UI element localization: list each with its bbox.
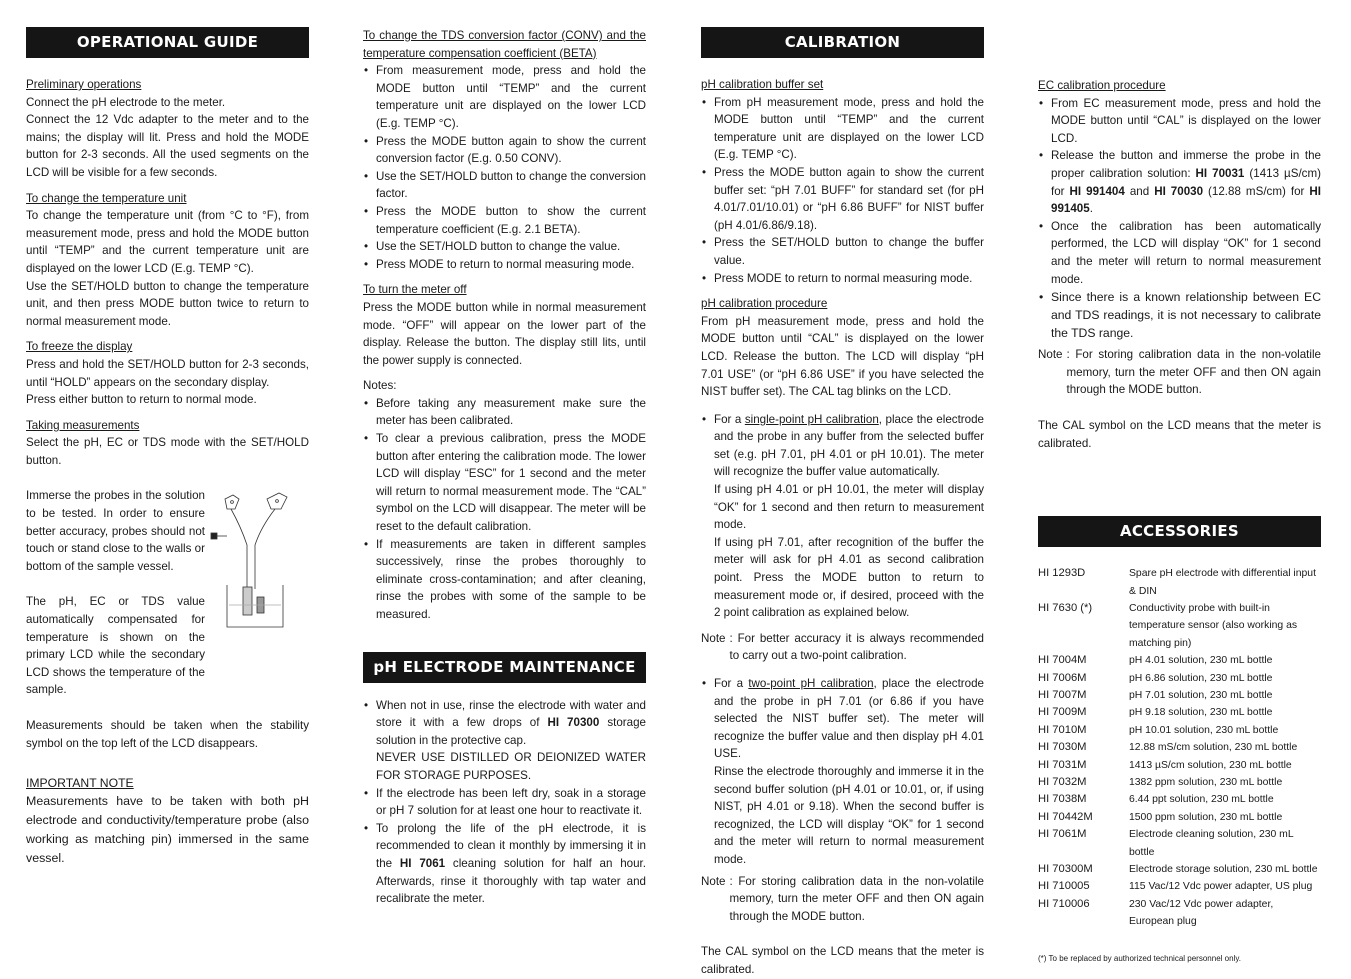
two-point-label: two-point pH calibration bbox=[748, 677, 874, 690]
accessory-description: pH 4.01 solution, 230 mL bottle bbox=[1129, 655, 1273, 667]
list-item: • Press the MODE button again to show the current conversion factor (E.g. 0.50 CONV). bbox=[363, 133, 646, 168]
text: If using pH 4.01 or pH 10.01, the meter will display “OK” for 1 second and then return to measurement mode. bbox=[714, 483, 984, 532]
accessory-description: 6.44 ppt solution, 230 mL bottle bbox=[1129, 794, 1274, 806]
table-row bbox=[1038, 757, 1321, 774]
list-item: • If the electrode has been left dry, soak in a storage or pH 7 solution for at least one hour to reactivate it. bbox=[363, 785, 646, 820]
column-operational-guide bbox=[26, 27, 309, 868]
paragraph: Connect the 12 Vdc adapter to the meter and to the mains; the display will lit. Press and hold the MODE button for 2-3 seconds. All the used segments on the LCD will be visible for a few seconds. bbox=[26, 113, 309, 179]
product-code: HI 70300 bbox=[547, 716, 600, 730]
accessory-description: pH 6.86 solution, 230 mL bottle bbox=[1129, 672, 1273, 684]
list-item: • Press MODE to return to normal measuring mode. bbox=[363, 256, 646, 274]
accessory-description: Conductivity probe with built-in temperature sensor (also working as matching pin) bbox=[1129, 602, 1298, 649]
list-item: • Before taking any measurement make sure the meter has been calibrated. bbox=[363, 395, 646, 430]
accessory-code: HI 70300M bbox=[1038, 863, 1093, 875]
product-code: HI 70031 bbox=[1195, 166, 1245, 180]
subheading-important-note: IMPORTANT NOTE bbox=[26, 776, 134, 791]
list-item: • From EC measurement mode, press and hold the MODE button until “CAL” is displayed on the lower LCD. bbox=[1038, 95, 1321, 148]
note-label: Note bbox=[701, 631, 726, 645]
list-item: • Press the MODE button to show the current temperature coefficient (E.g. 2.1 BETA). bbox=[363, 203, 646, 238]
table-row bbox=[1038, 809, 1321, 826]
accessory-code: HI 7031M bbox=[1038, 758, 1087, 771]
table-row bbox=[1038, 826, 1321, 861]
product-code: HI 991404 bbox=[1069, 184, 1125, 198]
note-text: : For storing calibration data in the non-volatile memory, turn the meter OFF and then ON again through the MODE button. bbox=[1066, 348, 1321, 397]
footnote-text: To be replaced by authorized technical personnel only. bbox=[1046, 953, 1241, 963]
table-row bbox=[1038, 878, 1321, 895]
maintenance-list bbox=[363, 697, 646, 908]
accessory-description: pH 10.01 solution, 230 mL bottle bbox=[1129, 724, 1279, 736]
table-row bbox=[1038, 600, 1321, 652]
text: storage solution in the protective cap. bbox=[376, 716, 646, 747]
column-tds-settings bbox=[363, 27, 646, 908]
text: (1413 µS/cm) for bbox=[1051, 166, 1321, 198]
list-item: • Use the SET/HOLD button to change the value. bbox=[363, 238, 646, 256]
product-code: HI 991405 bbox=[1051, 184, 1321, 216]
subheading-taking-measurements: Taking measurements bbox=[26, 418, 140, 432]
warning-text: NEVER USE DISTILLED OR DEIONIZED WATER FOR STORAGE PURPOSES. bbox=[376, 751, 646, 782]
paragraph: Press the MODE button while in normal measurement mode. “OFF” will appear on the lower part of the display. Release the button. The display still lits, until the power supply is connected. bbox=[363, 300, 646, 367]
table-row bbox=[1038, 791, 1321, 808]
note-text: : For better accuracy it is always recommended to carry out a two-point calibration. bbox=[729, 631, 984, 663]
text: Release the button and immerse the probe in the proper calibration solution: bbox=[1051, 149, 1321, 180]
list-item: • Since there is a known relationship between EC and TDS readings, it is not necessary to calibrate the TDS range. bbox=[1038, 288, 1321, 342]
subheading-turn-off: To turn the meter off bbox=[363, 283, 467, 297]
note-label: Note bbox=[1038, 348, 1063, 362]
probe-in-beaker-illustration bbox=[205, 487, 309, 699]
list-item: • Press MODE to return to normal measuring mode. bbox=[701, 270, 984, 288]
table-row bbox=[1038, 652, 1321, 669]
accessory-description: 1413 µS/cm solution, 230 mL bottle bbox=[1129, 759, 1292, 771]
subheading-buffer-set: pH calibration buffer set bbox=[701, 78, 824, 91]
list-item: • Once the calibration has been automatically performed, the LCD will display “OK” for 1 second and the meter will return to normal measurement mode. bbox=[1038, 218, 1321, 288]
table-row bbox=[1038, 896, 1321, 931]
subheading-temperature-unit: To change the temperature unit bbox=[26, 191, 187, 205]
paragraph: The CAL symbol on the LCD means that the meter is calibrated. bbox=[1038, 418, 1321, 450]
paragraph: Connect the pH electrode to the meter. bbox=[26, 95, 226, 109]
section-header-operational-guide: OPERATIONAL GUIDE bbox=[26, 27, 309, 58]
accessory-code: HI 1293D bbox=[1038, 567, 1086, 580]
note-storing bbox=[1038, 346, 1321, 399]
paragraph: The CAL symbol on the LCD means that the meter is calibrated. bbox=[701, 945, 984, 976]
text: and bbox=[1124, 184, 1155, 198]
subheading-tds-conversion: To change the TDS conversion factor (CONV) and the temperature compensation coefficient (BETA) bbox=[363, 29, 646, 60]
paragraph: Select the pH, EC or TDS mode with the SET/HOLD button. bbox=[26, 436, 309, 467]
accessory-description: Spare pH electrode with differential input & DIN bbox=[1129, 568, 1316, 597]
accessory-description: Electrode storage solution, 230 mL bottle bbox=[1129, 864, 1318, 875]
buffer-list bbox=[701, 94, 984, 288]
paragraph: From pH measurement mode, press and hold the MODE button until “CAL” is displayed on the lower LCD. Release the button. The LCD will display “pH 7.01 USE” (or “pH 6.86 USE” if you have selected the NIST buffer set). The CAL tag blinks on the LCD. bbox=[701, 314, 984, 399]
list-item bbox=[701, 675, 984, 869]
section-header-calibration: CALIBRATION bbox=[701, 27, 984, 58]
accessory-code: HI 710005 bbox=[1038, 880, 1090, 893]
table-row bbox=[1038, 774, 1321, 791]
paragraph: Use the SET/HOLD button to change the temperature unit, and then press MODE button twice to return to normal measurement mode. bbox=[26, 279, 309, 328]
list-item: • Use the SET/HOLD button to change the conversion factor. bbox=[363, 168, 646, 203]
text: cleaning solution for half an hour. Afterwards, rinse it thoroughly with tap water and recalibrate the meter. bbox=[376, 856, 646, 906]
single-point-label: single-point pH calibration bbox=[744, 412, 879, 426]
text: For a bbox=[714, 677, 749, 690]
product-code: HI 70030 bbox=[1154, 184, 1204, 198]
note-storing bbox=[701, 873, 984, 926]
list-item: • Press the SET/HOLD button to change the buffer value. bbox=[701, 234, 984, 269]
list-item: • From measurement mode, press and hold the MODE button until “TEMP” and the current temperature unit are displayed on the lower LCD (E.g. TEMP °C). bbox=[363, 62, 646, 132]
accessory-code: HI 7004M bbox=[1038, 654, 1087, 667]
accessory-code: HI 7010M bbox=[1038, 723, 1087, 736]
text: If using pH 7.01, after recognition of the buffer the meter will ask for pH 4.01 as second calibration point. Press the MODE button to return to measurement mode or, if desired, proceed with the 2 point calibration as explained below. bbox=[714, 535, 984, 620]
accessory-description: 12.88 mS/cm solution, 230 mL bottle bbox=[1129, 742, 1298, 754]
paragraph: Press either button to return to normal mode. bbox=[26, 393, 257, 407]
table-row bbox=[1038, 861, 1321, 878]
accessory-description: pH 9.18 solution, 230 mL bottle bbox=[1129, 707, 1273, 719]
accessory-code: HI 7009M bbox=[1038, 706, 1087, 719]
footnote-mark: (*) bbox=[1038, 953, 1047, 963]
accessory-description: 115 Vac/12 Vdc power adapter, US plug bbox=[1129, 881, 1313, 893]
paragraph: Measurements should be taken when the stability symbol on the top left of the LCD disappears. bbox=[26, 719, 309, 750]
important-note-text: Measurements have to be taken with both pH electrode and conductivity/temperature probe (also working as matching pin) immersed in the same vessel. bbox=[26, 794, 309, 866]
table-row bbox=[1038, 565, 1321, 600]
conv-list bbox=[363, 62, 646, 273]
table-row bbox=[1038, 739, 1321, 756]
notes-list bbox=[363, 395, 646, 624]
accessory-code: HI 7038M bbox=[1038, 793, 1087, 806]
accessory-description: pH 7.01 solution, 230 mL bottle bbox=[1129, 689, 1273, 701]
product-code: HI 7061 bbox=[399, 856, 446, 870]
list-item: • If measurements are taken in different samples successively, rinse the probes thoroughly to eliminate cross-contamination; and after cleaning, rinse the probes with some of the sample to be measured. bbox=[363, 536, 646, 624]
text: (12.88 mS/cm) for bbox=[1203, 184, 1310, 198]
accessory-description: 1382 ppm solution, 230 mL bottle bbox=[1129, 776, 1283, 788]
text: Rinse the electrode thoroughly and immerse it in the second buffer solution (pH 4.01 or 10.01, or, if using NIST, pH 4.01 or 9.18). When the second buffer is recognized, the LCD will display “OK” for 1 second and the meter will return to normal measurement mode. bbox=[714, 764, 984, 866]
paragraph: Immerse the probes in the solution to be tested. In order to ensure better accuracy, probes should not touch or stand close to the walls or bottom of the sample vessel. bbox=[26, 489, 205, 573]
section-header-accessories: ACCESSORIES bbox=[1038, 516, 1321, 547]
list-item bbox=[363, 697, 646, 785]
accessory-description: 1500 ppm solution, 230 mL bottle bbox=[1129, 811, 1283, 823]
list-item: • To clear a previous calibration, press the MODE button after entering the calibration mode. The lower LCD will display “ESC” for 1 second and the meter will return to normal measurement mode. The “CAL” symbol on the LCD will disappear. The meter will be reset to the default calibration. bbox=[363, 430, 646, 536]
text: , place the electrode and the probe in pH 7.01 (or 6.86 if you have selected the NIST buffer set). The meter will recognize the buffer value and then display pH 4.01 USE. bbox=[714, 677, 985, 761]
text: When not in use, rinse the electrode with water and store it with a few drops of bbox=[376, 698, 646, 730]
subheading-ec-procedure: EC calibration procedure bbox=[1038, 79, 1166, 92]
accessory-code: HI 7030M bbox=[1038, 741, 1087, 754]
paragraph: Press and hold the SET/HOLD button for 2-3 seconds, until “HOLD” appears on the secondary display. bbox=[26, 357, 309, 389]
accessories-table bbox=[1038, 565, 1321, 931]
two-point-list bbox=[701, 675, 984, 869]
column-ec-accessories bbox=[1038, 77, 1321, 965]
accessory-description: 230 Vac/12 Vdc power adapter, European plug bbox=[1129, 898, 1274, 928]
list-item bbox=[701, 411, 984, 622]
text: , place the electrode and the probe in any buffer from the selected buffer set (e.g. pH 7.01, pH 4.01 or pH 10.01). The meter will recognize the buffer value automatically. bbox=[714, 412, 985, 479]
text: . bbox=[1089, 202, 1093, 216]
table-row bbox=[1038, 722, 1321, 739]
text: For a bbox=[714, 412, 745, 426]
accessory-code: HI 7061M bbox=[1038, 828, 1087, 841]
list-item bbox=[1038, 147, 1321, 217]
table-row bbox=[1038, 670, 1321, 687]
immerse-block bbox=[26, 487, 309, 699]
accessory-code: HI 7006M bbox=[1038, 671, 1087, 684]
notes-label: Notes: bbox=[363, 379, 397, 393]
accessory-code: HI 70442M bbox=[1038, 810, 1093, 823]
note-text: : For storing calibration data in the non-volatile memory, turn the meter OFF and then ON again through the MODE button. bbox=[729, 874, 984, 923]
accessory-code: HI 710006 bbox=[1038, 897, 1090, 910]
beaker-icon bbox=[205, 487, 309, 637]
note-label: Note bbox=[701, 874, 726, 888]
paragraph: The pH, EC or TDS value automatically compensated for temperature is shown on the primary LCD while the secondary LCD shows the temperature of the sample. bbox=[26, 595, 205, 697]
column-calibration bbox=[701, 27, 984, 979]
accessory-code: HI 7007M bbox=[1038, 688, 1087, 701]
table-row bbox=[1038, 704, 1321, 721]
subheading-freeze-display: To freeze the display bbox=[26, 340, 133, 354]
subheading-ph-procedure: pH calibration procedure bbox=[701, 297, 828, 311]
table-row bbox=[1038, 687, 1321, 704]
accessory-description: Electrode cleaning solution, 230 mL bottle bbox=[1129, 829, 1294, 858]
note-two-point bbox=[701, 630, 984, 665]
list-item: • Press the MODE button again to show the current buffer set: “pH 7.01 BUFF” for standard set (for pH 4.01/7.01/10.01) or “pH 6.86 BUFF” for NIST buffer (pH 4.01/6.86/9.18). bbox=[701, 164, 984, 234]
paragraph: To change the temperature unit (from °C to °F), from measurement mode, press and hold the MODE button until “TEMP” and the current temperature unit are displayed on the lower LCD (E.g. TEMP °C). bbox=[26, 209, 309, 275]
ec-list bbox=[1038, 95, 1321, 343]
text: To prolong the life of the pH electrode, it is recommended to clean it monthly by immersing it in the bbox=[376, 821, 646, 870]
accessory-code: HI 7032M bbox=[1038, 775, 1087, 788]
list-item: • From pH measurement mode, press and hold the MODE button until “TEMP” and the current temperature unit are displayed on the lower LCD (E.g. TEMP °C). bbox=[701, 94, 984, 164]
accessory-code: HI 7630 (*) bbox=[1038, 601, 1093, 614]
subheading-preliminary: Preliminary operations bbox=[26, 78, 142, 91]
section-header-electrode-maintenance: pH ELECTRODE MAINTENANCE bbox=[363, 652, 646, 683]
list-item bbox=[363, 820, 646, 908]
single-point-list bbox=[701, 411, 984, 622]
footnote bbox=[1038, 953, 1321, 965]
